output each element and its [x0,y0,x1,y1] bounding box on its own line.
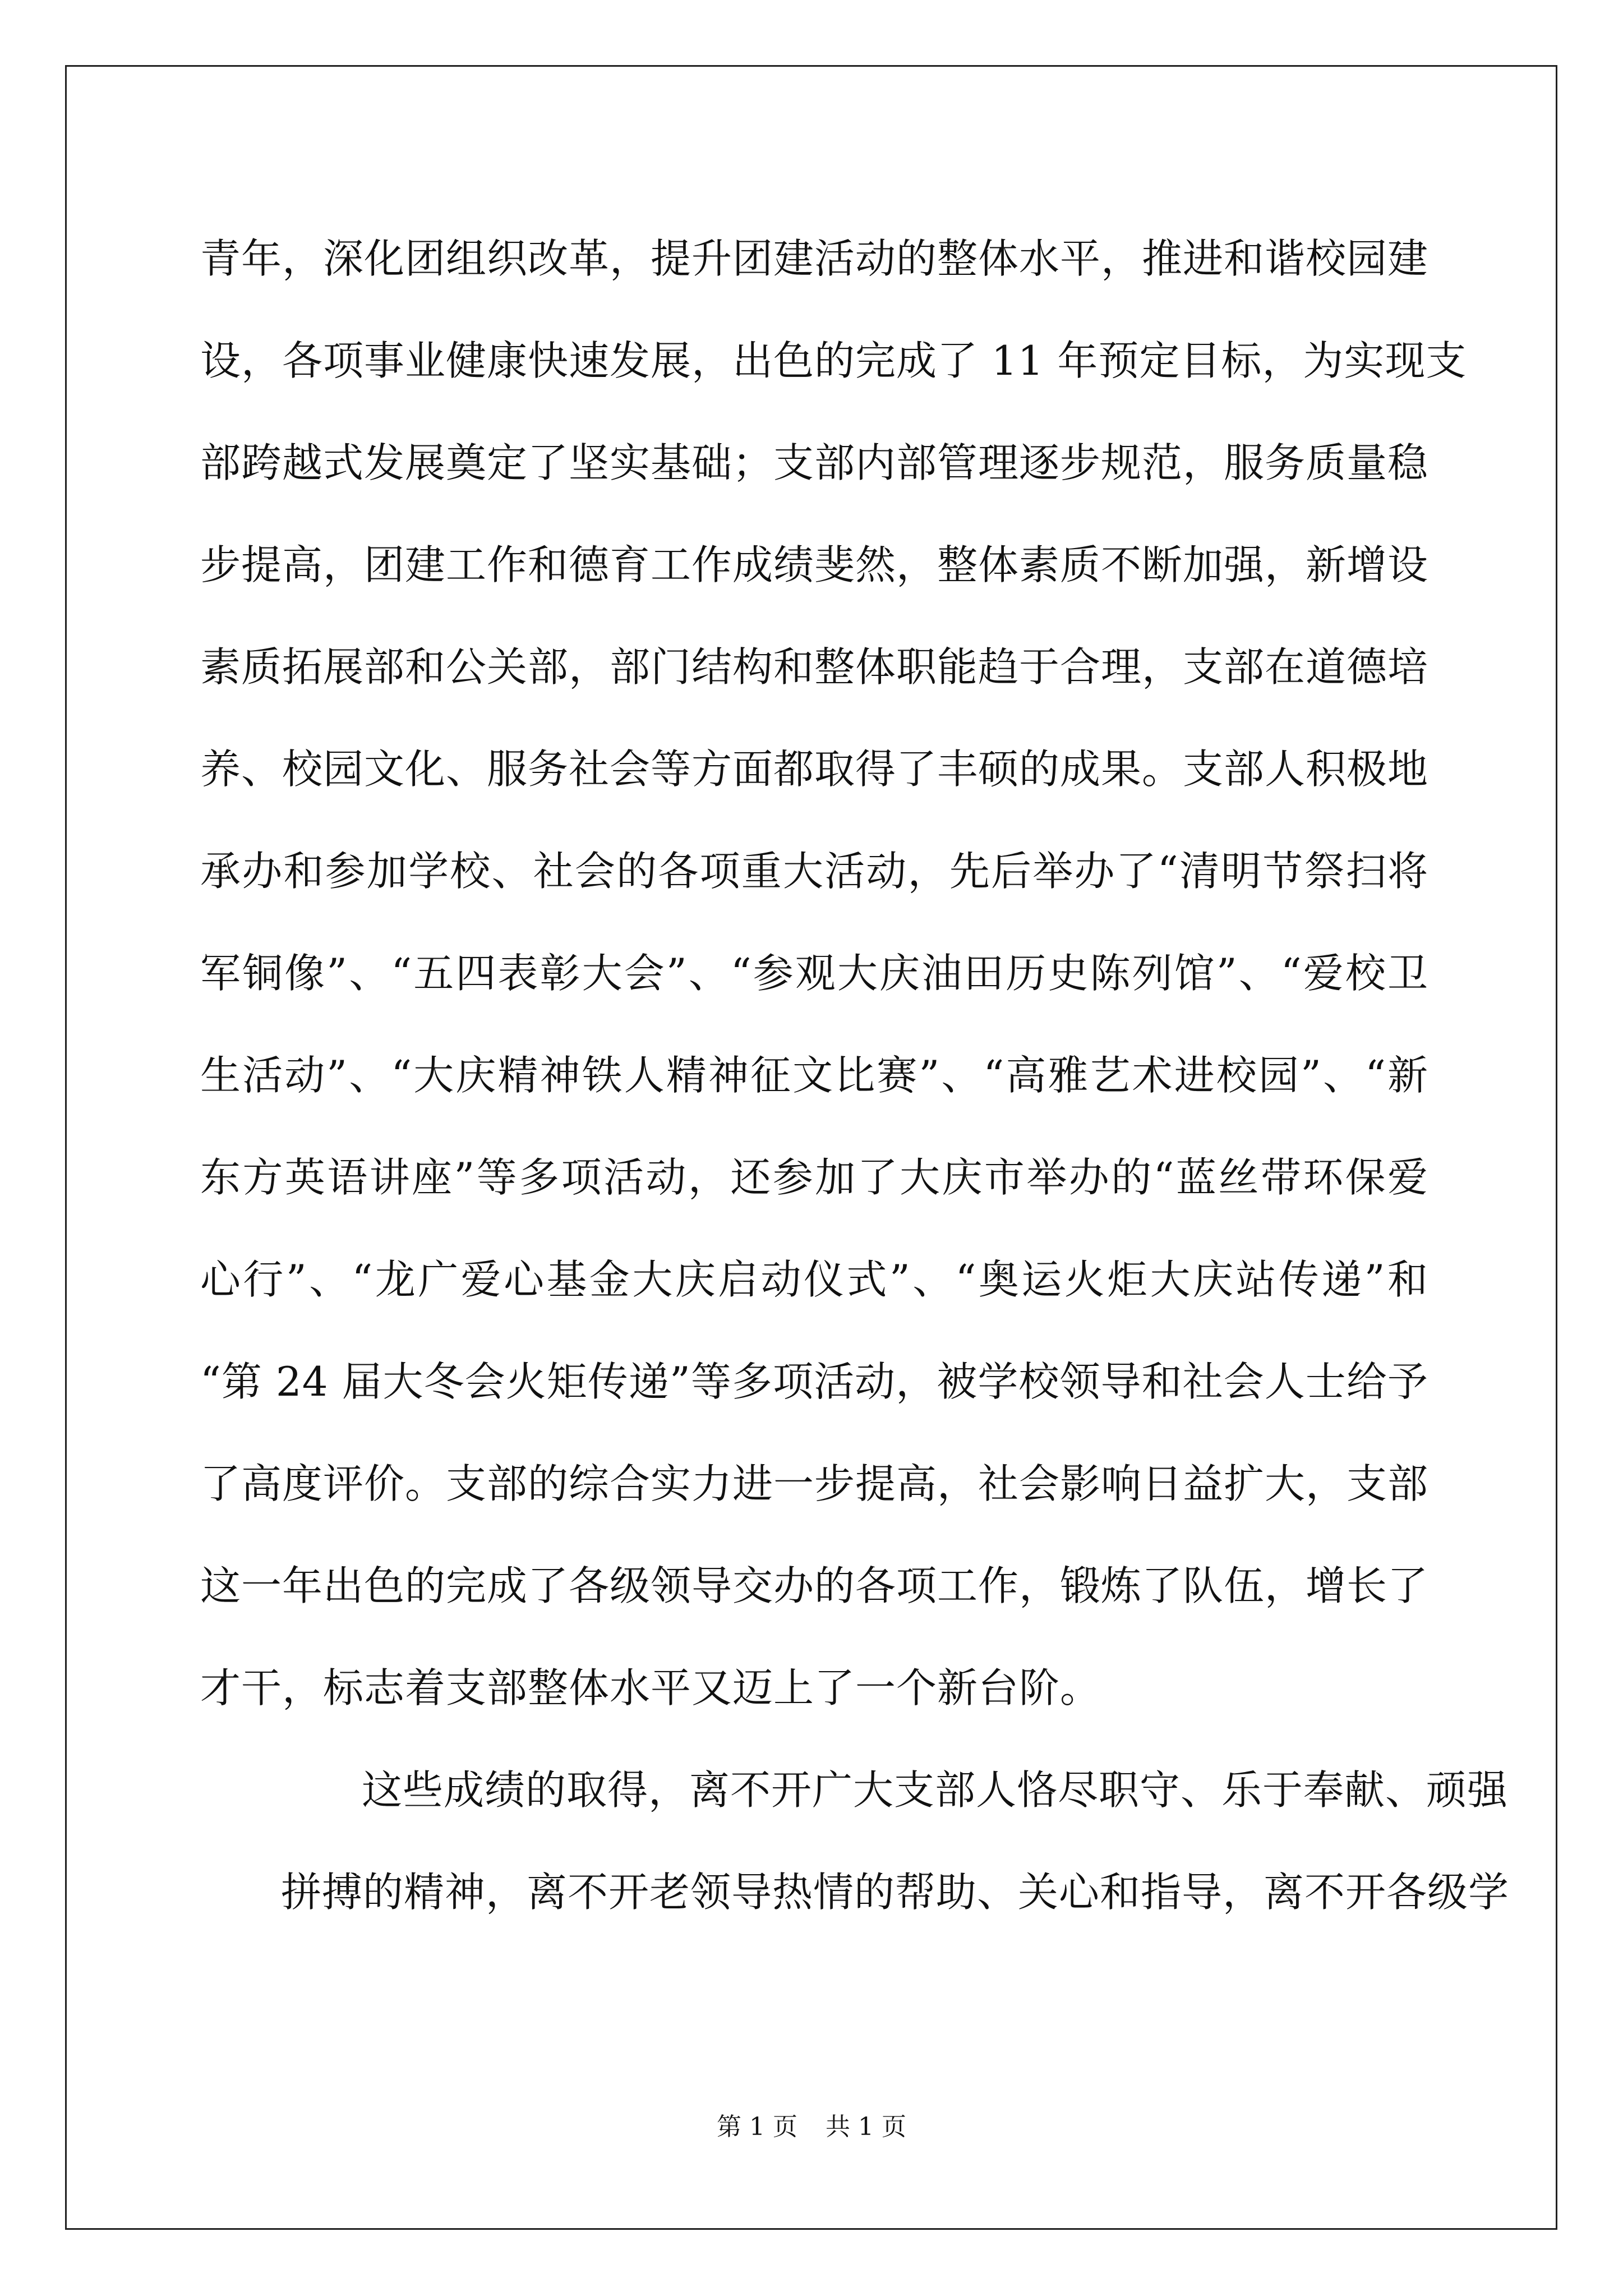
text-line: “第 24 届大冬会火矩传递”等多项活动，被学校领导和社会人士给予 [200,1358,1428,1405]
paragraph-2 [200,1739,1510,1943]
text-line: 这些成绩的取得，离不开广大支部人恪尽职守、乐于奉献、顽强 [362,1766,1509,1814]
text-line: 素质拓展部和公关部，部门结构和整体职能趋于合理，支部在道德培 [200,643,1429,691]
text-line: 这一年出色的完成了各级领导交办的各项工作，锻炼了队伍，增长了 [200,1562,1429,1609]
document-body [200,208,1510,1943]
text-line: 了高度评价。支部的综合实力进一步提高，社会影响日益扩大，支部 [200,1460,1429,1507]
page-footer [0,2110,1623,2144]
text-line: 拼搏的精神，离不开老领导热情的帮助、关心和指导，离不开各级学 [281,1869,1510,1916]
text-line: 才干，标志着支部整体水平又迈上了一个新台阶。 [200,1664,1101,1711]
text-line: 承办和参加学校、社会的各项重大活动，先后举办了“清明节祭扫将 [200,848,1428,895]
text-line: 青年，深化团组织改革，提升团建活动的整体水平，推进和谐校园建 [200,235,1429,282]
page-total: 共 1 页 [826,2113,906,2141]
text-line: 军铜像”、“五四表彰大会”、“参观大庆油田历史陈列馆”、“爱校卫 [200,950,1428,997]
text-line: 养、校园文化、服务社会等方面都取得了丰硕的成果。支部人积极地 [200,746,1429,793]
text-line: 部跨越式发展奠定了坚实基础；支部内部管理逐步规范，服务质量稳 [200,439,1429,486]
text-line: 东方英语讲座”等多项活动，还参加了大庆市举办的“蓝丝带环保爱 [200,1154,1428,1201]
text-line: 生活动”、“大庆精神铁人精神征文比赛”、“高雅艺术进校园”、“新 [200,1052,1428,1099]
text-line: 心行”、“龙广爱心基金大庆启动仪式”、“奥运火炬大庆站传递”和 [200,1256,1428,1303]
page-number: 第 1 页 [717,2113,797,2141]
text-line: 设，各项事业健康快速发展，出色的完成了 11 年预定目标，为实现支 [200,337,1467,384]
text-line: 步提高，团建工作和德育工作成绩斐然，整体素质不断加强，新增设 [200,541,1429,588]
paragraph-1 [200,208,1467,1739]
